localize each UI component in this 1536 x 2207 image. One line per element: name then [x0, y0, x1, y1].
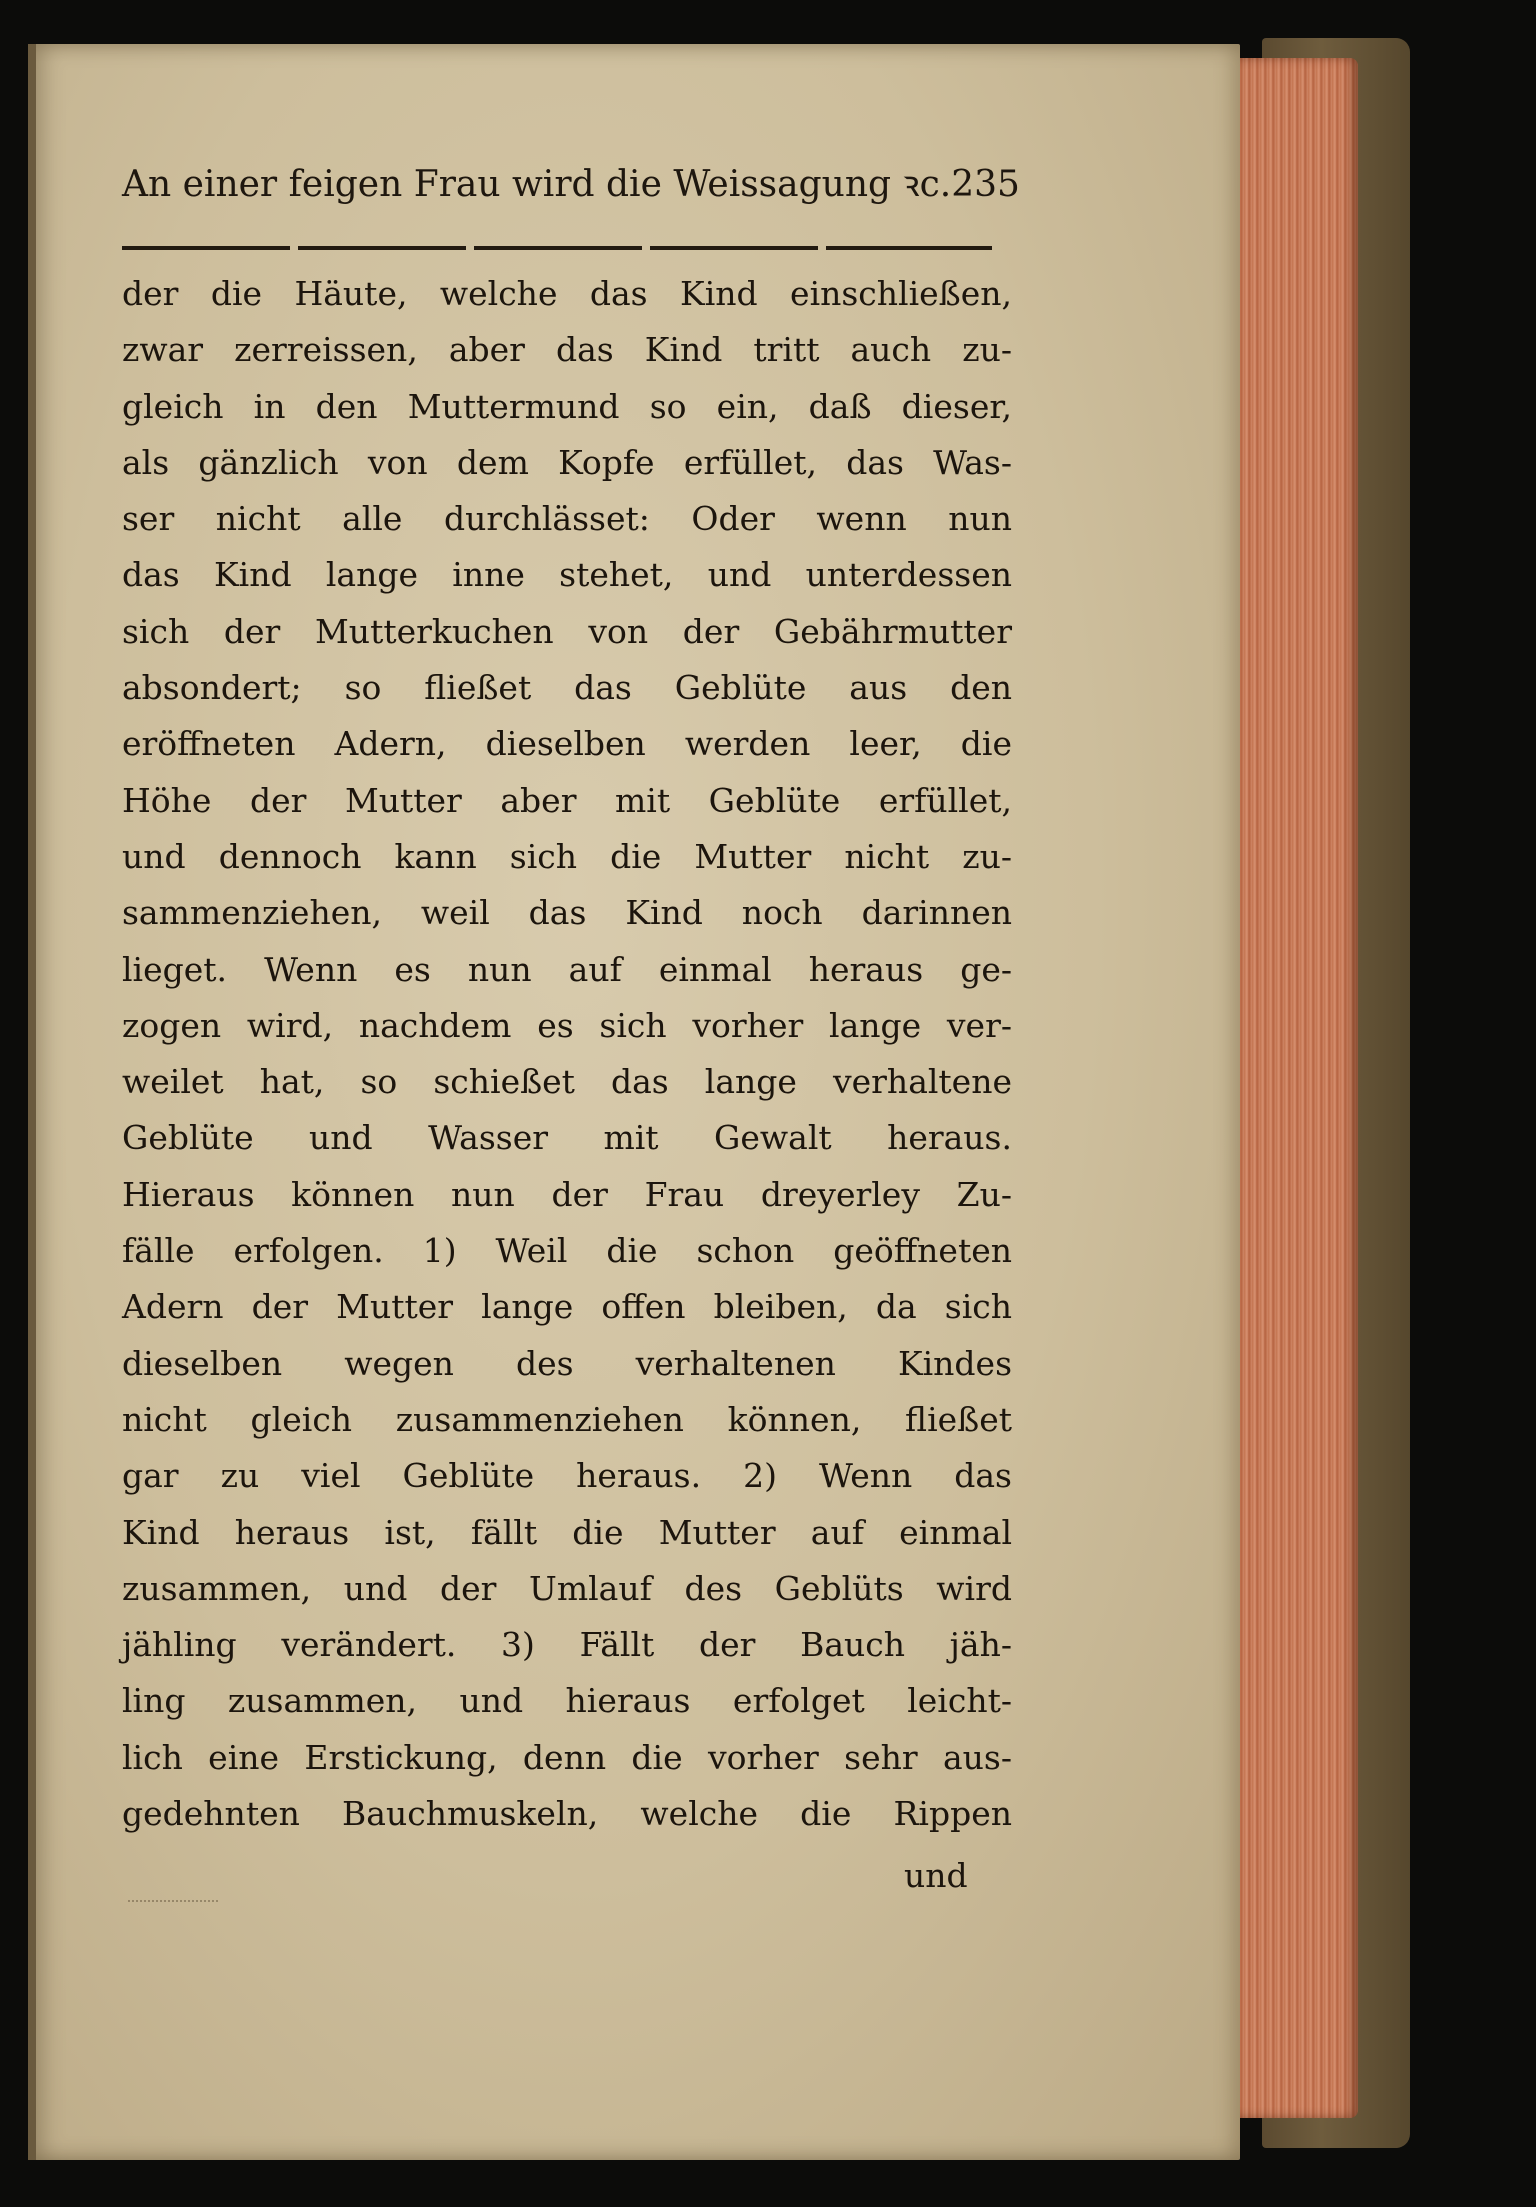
text-line: Höhe der Mutter aber mit Geblüte erfüllet, — [122, 780, 1012, 820]
text-line: sich der Mutterkuchen von der Gebährmutter — [122, 611, 1012, 651]
text-line: zwar zerreissen, aber das Kind tritt auch zu- — [122, 330, 1012, 370]
running-head — [122, 158, 1020, 207]
catchword: und — [904, 1856, 968, 1895]
text-line: jähling verändert. 3) Fällt der Bauch jäh- — [122, 1625, 1012, 1665]
text-line: gleich in den Muttermund so ein, daß dieser, — [122, 386, 1012, 426]
text-line: Geblüte und Wasser mit Gewalt heraus. — [122, 1118, 1012, 1158]
text-line: sammenziehen, weil das Kind noch darinnen — [122, 893, 1012, 933]
running-head-title: An einer feigen Frau wird die Weissagung ꝛc. — [122, 164, 952, 205]
text-line: und dennoch kann sich die Mutter nicht zu- — [122, 836, 1012, 876]
text-line: dieselben wegen des verhaltenen Kindes — [122, 1343, 1012, 1383]
text-line: lich eine Erstickung, denn die vorher sehr aus- — [122, 1737, 1012, 1777]
text-line: als gänzlich von dem Kopfe erfüllet, das Was- — [122, 442, 1012, 482]
text-line: das Kind lange inne stehet, und unterdessen — [122, 555, 1012, 595]
text-line: ling zusammen, und hieraus erfolget leicht- — [122, 1681, 1012, 1721]
text-line: nicht gleich zusammenziehen können, fließet — [122, 1399, 1012, 1439]
text-line: ser nicht alle durchlässet: Oder wenn nun — [122, 499, 1012, 539]
faint-bleed-through — [128, 1900, 218, 1924]
text-line: absondert; so fließet das Geblüte aus den — [122, 668, 1012, 708]
page-gutter — [28, 44, 36, 2160]
text-line: lieget. Wenn es nun auf einmal heraus ge- — [122, 949, 1012, 989]
text-line: zusammen, und der Umlauf des Geblüts wird — [122, 1568, 1012, 1608]
text-line: fälle erfolgen. 1) Weil die schon geöffneten — [122, 1231, 1012, 1271]
body-text — [122, 266, 1012, 1842]
page-edges — [1228, 58, 1358, 2118]
text-line: zogen wird, nachdem es sich vorher lange ver- — [122, 1005, 1012, 1045]
text-line: Hieraus können nun der Frau dreyerley Zu- — [122, 1174, 1012, 1214]
text-line: eröffneten Adern, dieselben werden leer, die — [122, 724, 1012, 764]
text-line: weilet hat, so schießet das lange verhaltene — [122, 1062, 1012, 1102]
page-number: 235 — [951, 164, 1020, 205]
text-line: der die Häute, welche das Kind einschließen, — [122, 274, 1012, 313]
text-line: gar zu viel Geblüte heraus. 2) Wenn das — [122, 1456, 1012, 1496]
header-rule — [122, 246, 992, 250]
text-line: Adern der Mutter lange offen bleiben, da sich — [122, 1287, 1012, 1327]
text-line: Kind heraus ist, fällt die Mutter auf einmal — [122, 1512, 1012, 1552]
text-line: gedehnten Bauchmuskeln, welche die Rippen — [122, 1794, 1012, 1834]
